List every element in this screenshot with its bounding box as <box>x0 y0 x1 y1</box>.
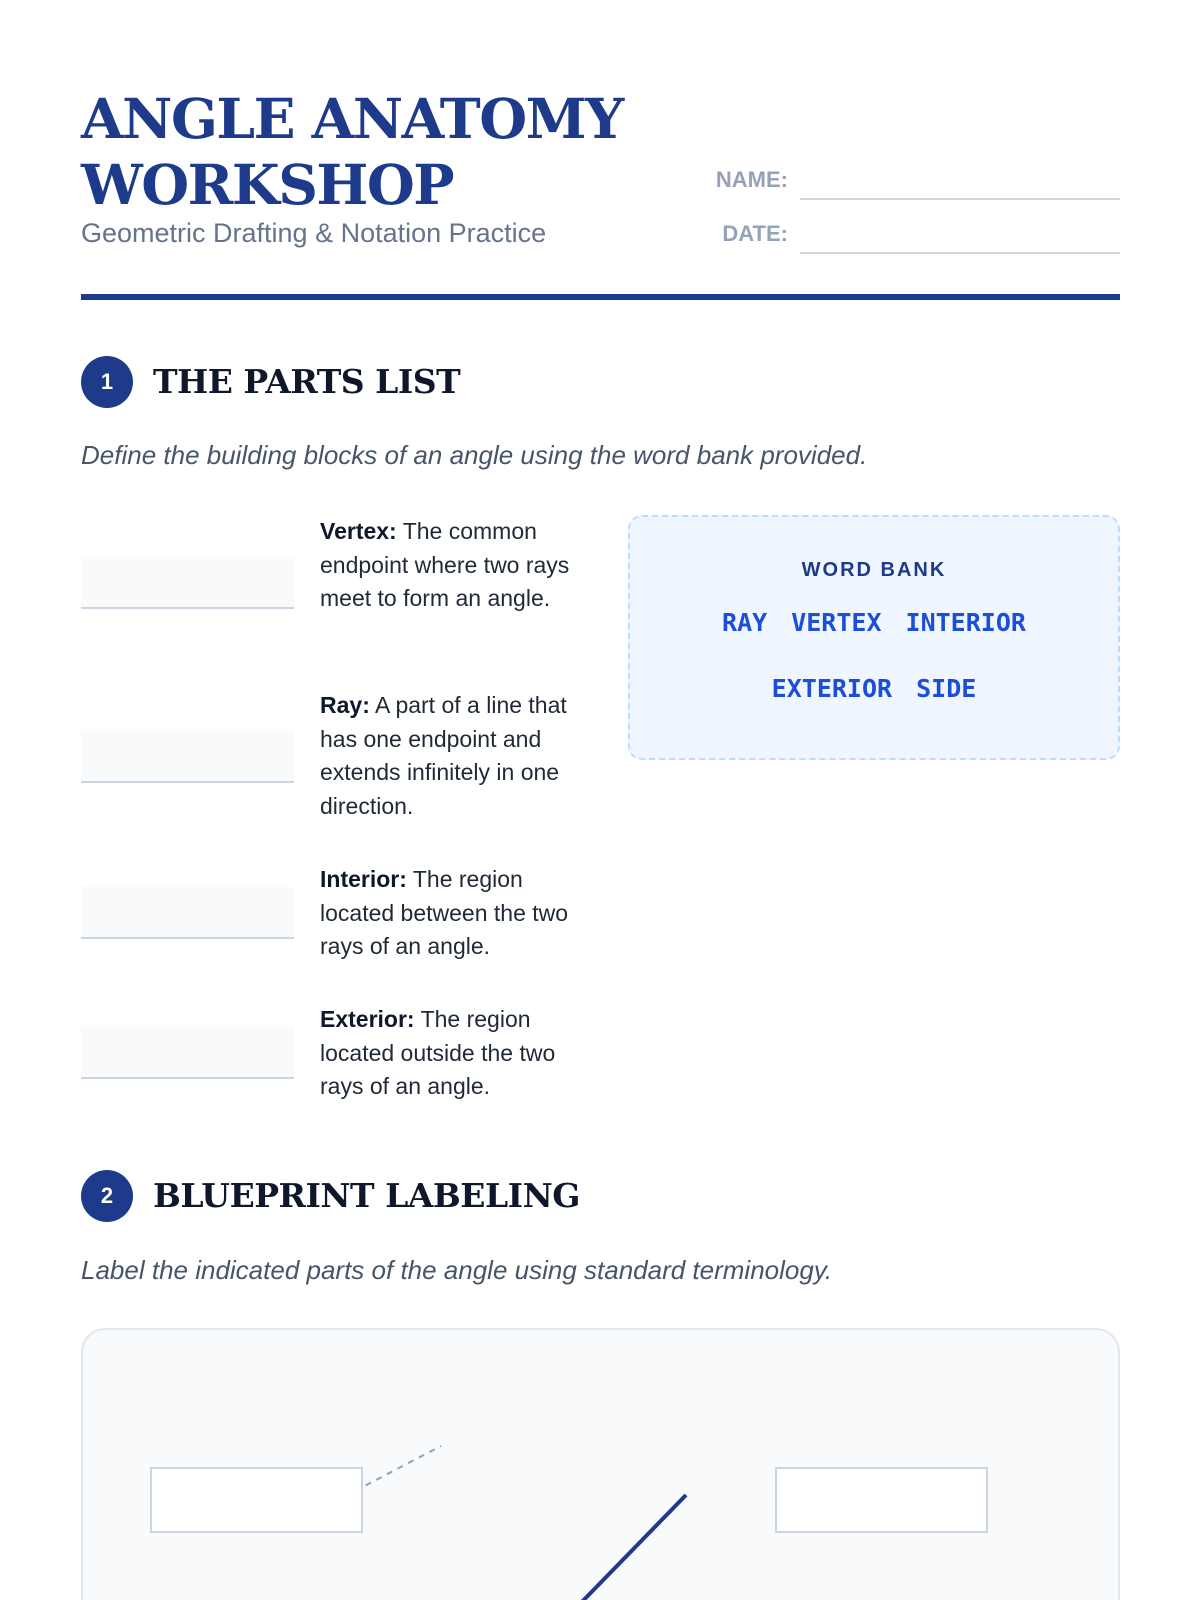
label-box-left[interactable] <box>150 1467 363 1533</box>
definition-exterior <box>320 1003 570 1104</box>
worksheet-title: ANGLE ANATOMY WORKSHOP <box>81 86 623 217</box>
answer-blank-exterior[interactable] <box>81 1027 294 1079</box>
word-bank-word: SIDE <box>916 674 977 703</box>
date-label: DATE: <box>722 221 788 246</box>
name-field[interactable] <box>800 198 1120 200</box>
definition-term: Vertex: <box>320 518 397 544</box>
section-2-title: BLUEPRINT LABELING <box>153 1176 580 1215</box>
definition-term: Interior: <box>320 866 407 892</box>
angle-diagram-panel <box>81 1328 1120 1600</box>
angle-ray <box>574 1495 686 1600</box>
word-bank-row <box>630 674 1118 703</box>
section-1-instruction: Define the building blocks of an angle using the word bank provided. <box>81 440 868 470</box>
definition-ray <box>320 689 570 823</box>
definition-text: The common endpoint where two rays meet to form an angle. <box>320 518 570 611</box>
definition-text: The region located outside the two rays of an angle. <box>320 1006 556 1099</box>
answer-blank-ray[interactable] <box>81 731 294 783</box>
worksheet-subtitle: Geometric Drafting & Notation Practice <box>81 218 547 248</box>
header-divider <box>81 294 1120 300</box>
definition-term: Ray: <box>320 692 370 718</box>
answer-blank-vertex[interactable] <box>81 557 294 609</box>
answer-blank-interior[interactable] <box>81 887 294 939</box>
definition-term: Exterior: <box>320 1006 415 1032</box>
word-bank-word: VERTEX <box>791 608 882 637</box>
date-field[interactable] <box>800 252 1120 254</box>
word-bank-word: RAY <box>722 608 768 637</box>
word-bank-word: INTERIOR <box>905 608 1026 637</box>
word-bank <box>628 515 1120 760</box>
section-1-badge: 1 <box>81 356 133 408</box>
definition-vertex <box>320 515 570 616</box>
definition-text: The region located between the two rays of an angle. <box>320 866 569 959</box>
definition-text: A part of a line that has one endpoint and extends infinitely in one direction. <box>320 692 567 819</box>
word-bank-heading: WORD BANK <box>801 559 947 581</box>
section-1-title: THE PARTS LIST <box>153 362 461 401</box>
section-2-instruction: Label the indicated parts of the angle using standard terminology. <box>81 1255 833 1285</box>
word-bank-word: EXTERIOR <box>771 674 893 703</box>
angle-diagram <box>83 1330 1122 1600</box>
word-bank-row <box>630 608 1118 637</box>
leader-line <box>355 1446 441 1491</box>
section-2-badge: 2 <box>81 1170 133 1222</box>
definition-interior <box>320 863 570 964</box>
name-label: NAME: <box>715 167 788 192</box>
label-box-right[interactable] <box>775 1467 988 1533</box>
